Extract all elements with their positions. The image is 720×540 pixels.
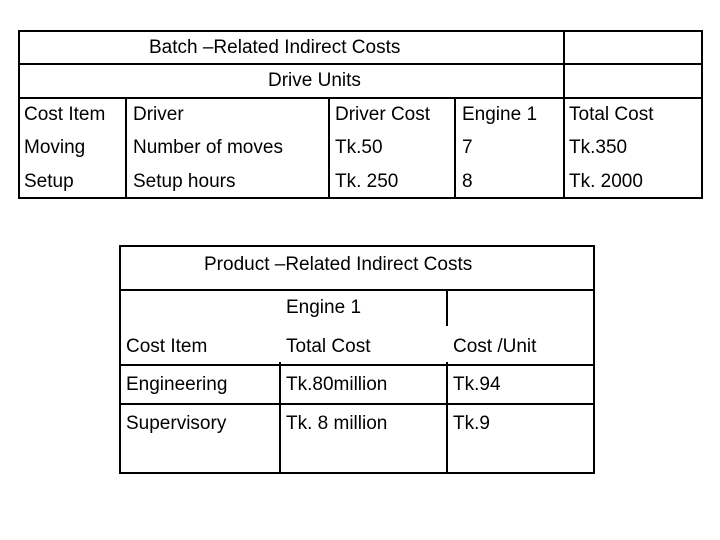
- batch-row-2-total-cost: Tk. 2000: [569, 171, 643, 192]
- batch-table-border-top: [18, 30, 703, 32]
- product-row-1-cost-item: Engineering: [126, 374, 228, 395]
- batch-table-col-divider-2: [328, 97, 330, 199]
- product-row-2-cost-unit: Tk.9: [453, 413, 490, 434]
- batch-row-2-driver-cost: Tk. 250: [335, 171, 399, 192]
- batch-table-divider-subtitle: [18, 97, 703, 99]
- product-table-row-sep-1: [119, 364, 595, 366]
- batch-table-title: Batch –Related Indirect Costs: [149, 37, 401, 58]
- batch-header-total-cost: Total Cost: [569, 104, 654, 125]
- product-table-row-sep-2: [119, 403, 595, 405]
- batch-header-driver-cost: Driver Cost: [335, 104, 431, 125]
- batch-header-engine: Engine 1: [462, 104, 538, 125]
- batch-header-driver: Driver: [133, 104, 184, 125]
- batch-table-col-divider-3: [454, 97, 456, 199]
- batch-row-1-driver: Number of moves: [133, 137, 283, 158]
- batch-row-1-total-cost: Tk.350: [569, 137, 628, 158]
- product-table-col-divider-1: [279, 362, 281, 474]
- batch-row-2-engine: 8: [462, 171, 473, 192]
- product-table-title: Product –Related Indirect Costs: [204, 254, 473, 275]
- batch-table-border-left: [18, 30, 20, 199]
- batch-header-cost-item: Cost Item: [24, 104, 106, 125]
- product-table-divider-title: [119, 289, 595, 291]
- product-table-border-left: [119, 245, 121, 474]
- batch-table-divider-title: [18, 63, 703, 65]
- product-header-cost-item: Cost Item: [126, 336, 208, 357]
- batch-row-1-driver-cost: Tk.50: [335, 137, 383, 158]
- product-row-1-total-cost: Tk.80million: [286, 374, 388, 395]
- product-related-costs-table: [0, 230, 720, 490]
- product-row-2-cost-item: Supervisory: [126, 413, 227, 434]
- product-header-total-cost: Total Cost: [286, 336, 371, 357]
- batch-table-border-total-col: [563, 30, 565, 199]
- product-table-engine: Engine 1: [286, 297, 362, 318]
- product-table-border-right: [593, 245, 595, 474]
- batch-table-border-bottom: [18, 197, 703, 199]
- product-table-border-top: [119, 245, 595, 247]
- product-table-col-divider-3: [446, 362, 448, 474]
- batch-related-costs-table: [0, 0, 720, 210]
- product-header-cost-unit: Cost /Unit: [453, 336, 537, 357]
- batch-row-2-driver: Setup hours: [133, 171, 236, 192]
- batch-table-subtitle: Drive Units: [268, 70, 361, 91]
- product-table-border-bottom: [119, 472, 595, 474]
- batch-table-border-right: [701, 30, 703, 199]
- product-table-col-divider-2: [446, 289, 448, 326]
- batch-row-1-cost-item: Moving: [24, 137, 86, 158]
- product-row-1-cost-unit: Tk.94: [453, 374, 501, 395]
- batch-table-col-divider-1: [125, 97, 127, 199]
- batch-row-1-engine: 7: [462, 137, 473, 158]
- product-row-2-total-cost: Tk. 8 million: [286, 413, 388, 434]
- batch-row-2-cost-item: Setup: [24, 171, 74, 192]
